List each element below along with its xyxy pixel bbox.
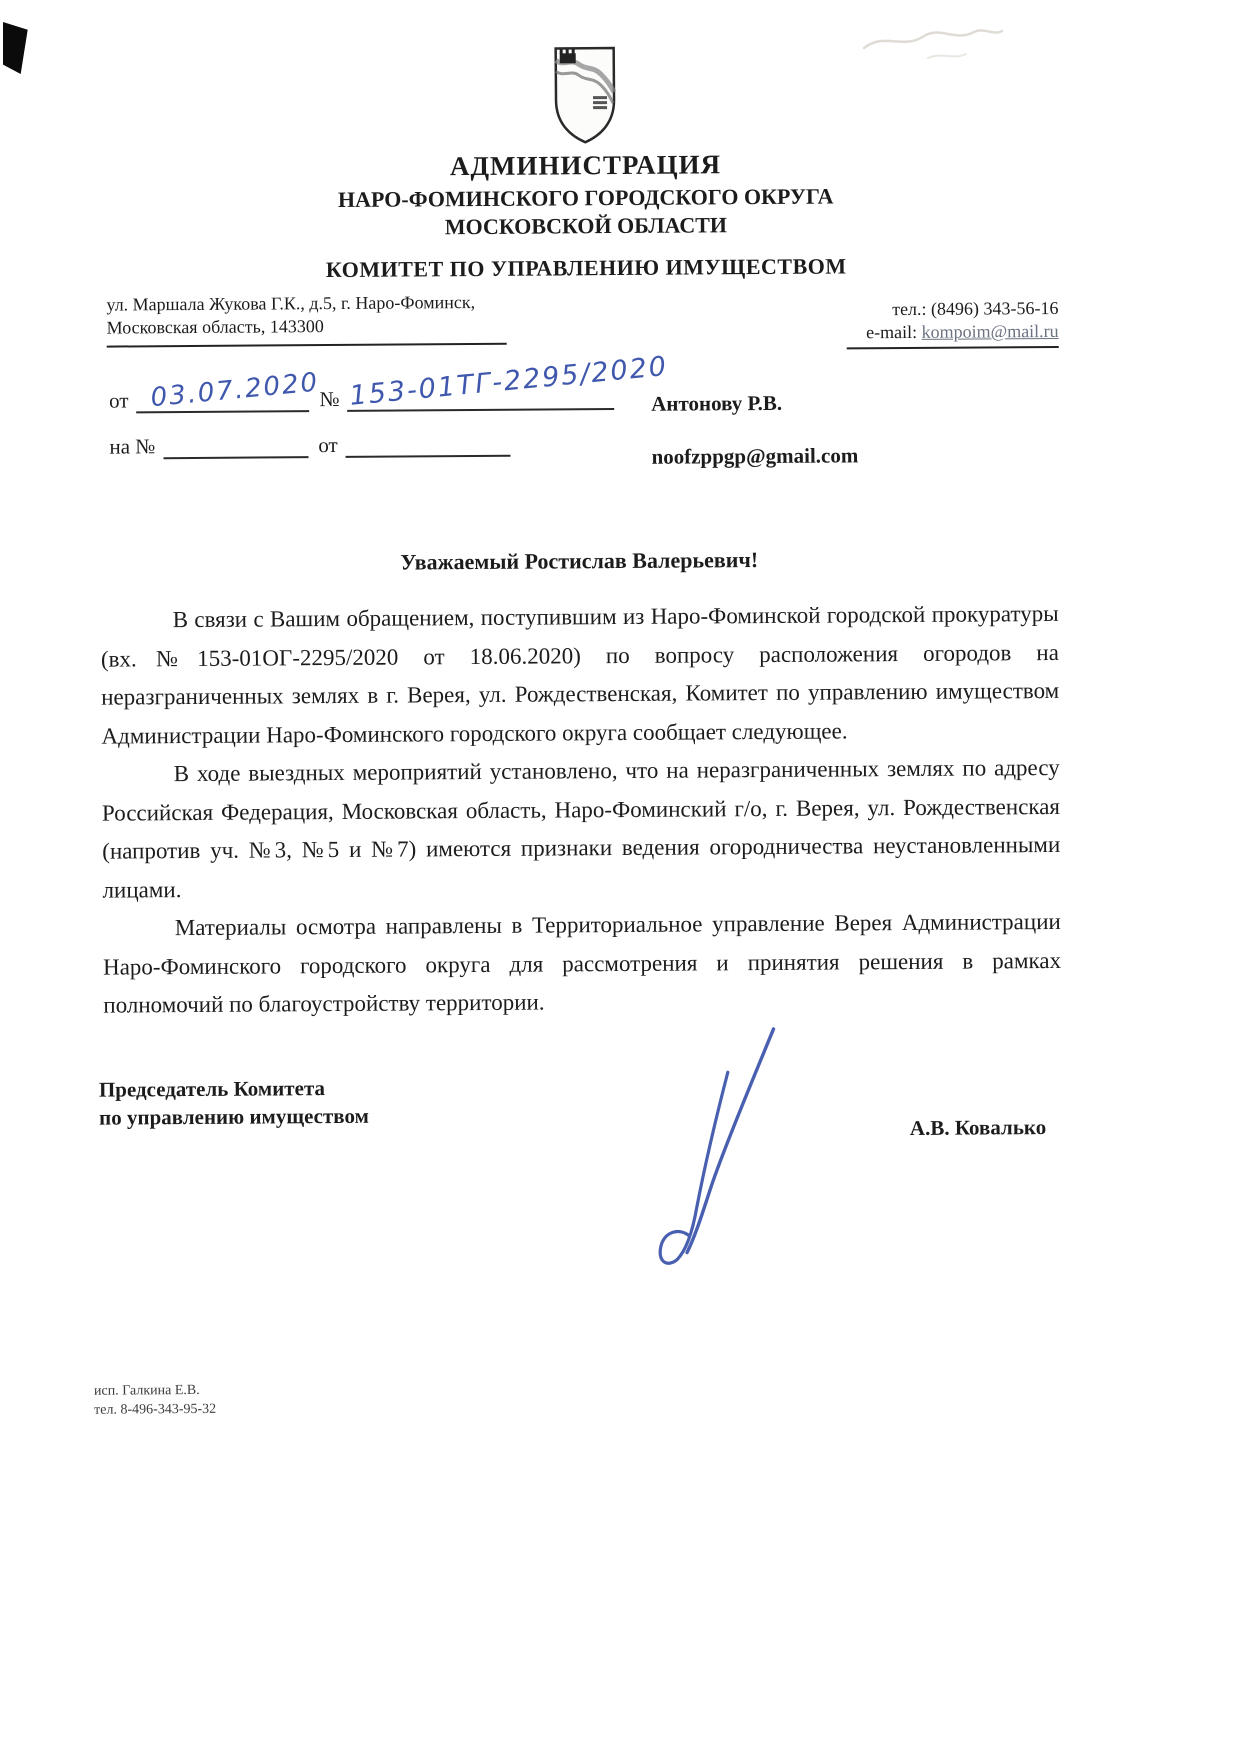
handwritten-number: 153-01ТГ-2295/2020 <box>348 350 670 412</box>
on-number-label: на № <box>109 434 156 459</box>
coat-of-arms <box>549 44 622 147</box>
number-blank-line <box>347 350 670 412</box>
date-blank-line <box>136 367 321 414</box>
recipient-name: Антонову Р.В. <box>651 390 783 416</box>
org-name-line3: МОСКОВСКОЙ ОБЛАСТИ <box>444 212 728 240</box>
handwritten-date: 03.07.2020 <box>149 367 321 414</box>
crest-bricks <box>593 96 607 109</box>
paragraph-1: В связи с Вашим обращением, поступившим из Наро-Фоминской городской прокуратуры (вх.№153-01ОГ-2295/2020 от 18.06.2020) по вопросу расположения огородов на неразграниченных землях в г. Верея, ул. Рождественская, Комитет по управлению имуществом Администрации Наро-Фоминского городского округа сообщает следующее. <box>100 600 1060 749</box>
reference-row-incoming <box>109 429 520 460</box>
address-line-1: ул. Маршала Жукова Г.К., д.5, г. Наро-Фоминск, <box>106 292 476 315</box>
salutation: Уважаемый Ростислав Валерьевич! <box>400 547 759 575</box>
recipient-email: noofzppgp@gmail.com <box>651 443 859 469</box>
paragraph-3: Материалы осмотра направлены в Территориальное управление Верея Администрации Наро-Фоминского городского округа для рассмотрения и принятия решения в рамках полномочий по благоустройству территории. <box>102 908 1062 1018</box>
incoming-number-blank-line <box>163 430 308 459</box>
signer-title <box>99 1074 369 1132</box>
incoming-date-blank-line <box>346 429 511 458</box>
paragraph-2: В ходе выездных мероприятий установлено, что на неразграниченных землях по адресу Российская Федерация, Московская область, Наро-Фоминский г/о, г. Верея, ул. Рождественская (напротив уч. №3, №5 и №7) имеются признаки ведения огородничества неустановленными лицами. <box>101 754 1061 903</box>
letter-body <box>101 595 1062 1025</box>
sender-contacts <box>846 297 1058 349</box>
sender-email: kompoim@mail.ru <box>921 320 1059 342</box>
from-label: от <box>109 388 129 413</box>
crest-castle <box>560 49 576 63</box>
signer-name: А.В. Ковалько <box>909 1115 1047 1140</box>
sender-phone: тел.: (8496) 343-56-16 <box>892 297 1059 320</box>
recipient-block <box>651 390 858 469</box>
sender-email-row <box>847 320 1059 344</box>
org-name-line1: АДМИНИСТРАЦИЯ <box>449 149 722 182</box>
reference-row-outgoing <box>109 350 670 414</box>
executor-phone: тел. 8-496-343-95-32 <box>94 1401 217 1418</box>
letterhead <box>0 146 1174 285</box>
signer-title-line2: по управлению имуществом <box>99 1103 369 1130</box>
address-line-2: Московская область, 143300 <box>106 316 324 338</box>
executor-name: исп. Галкина Е.В. <box>93 1382 200 1399</box>
on-from-label: от <box>318 432 338 458</box>
executor-block <box>94 1381 216 1420</box>
email-label: e-mail: <box>866 321 922 343</box>
committee-name: КОМИТЕТ ПО УПРАВЛЕНИЮ ИМУЩЕСТВОМ <box>325 253 847 283</box>
sender-address <box>106 291 506 348</box>
number-label: № <box>319 386 340 412</box>
signer-title-line1: Председатель Комитета <box>98 1076 326 1102</box>
org-name-line2: НАРО-ФОМИНСКОГО ГОРОДСКОГО ОКРУГА <box>337 183 834 212</box>
handwritten-signature <box>615 1017 797 1268</box>
